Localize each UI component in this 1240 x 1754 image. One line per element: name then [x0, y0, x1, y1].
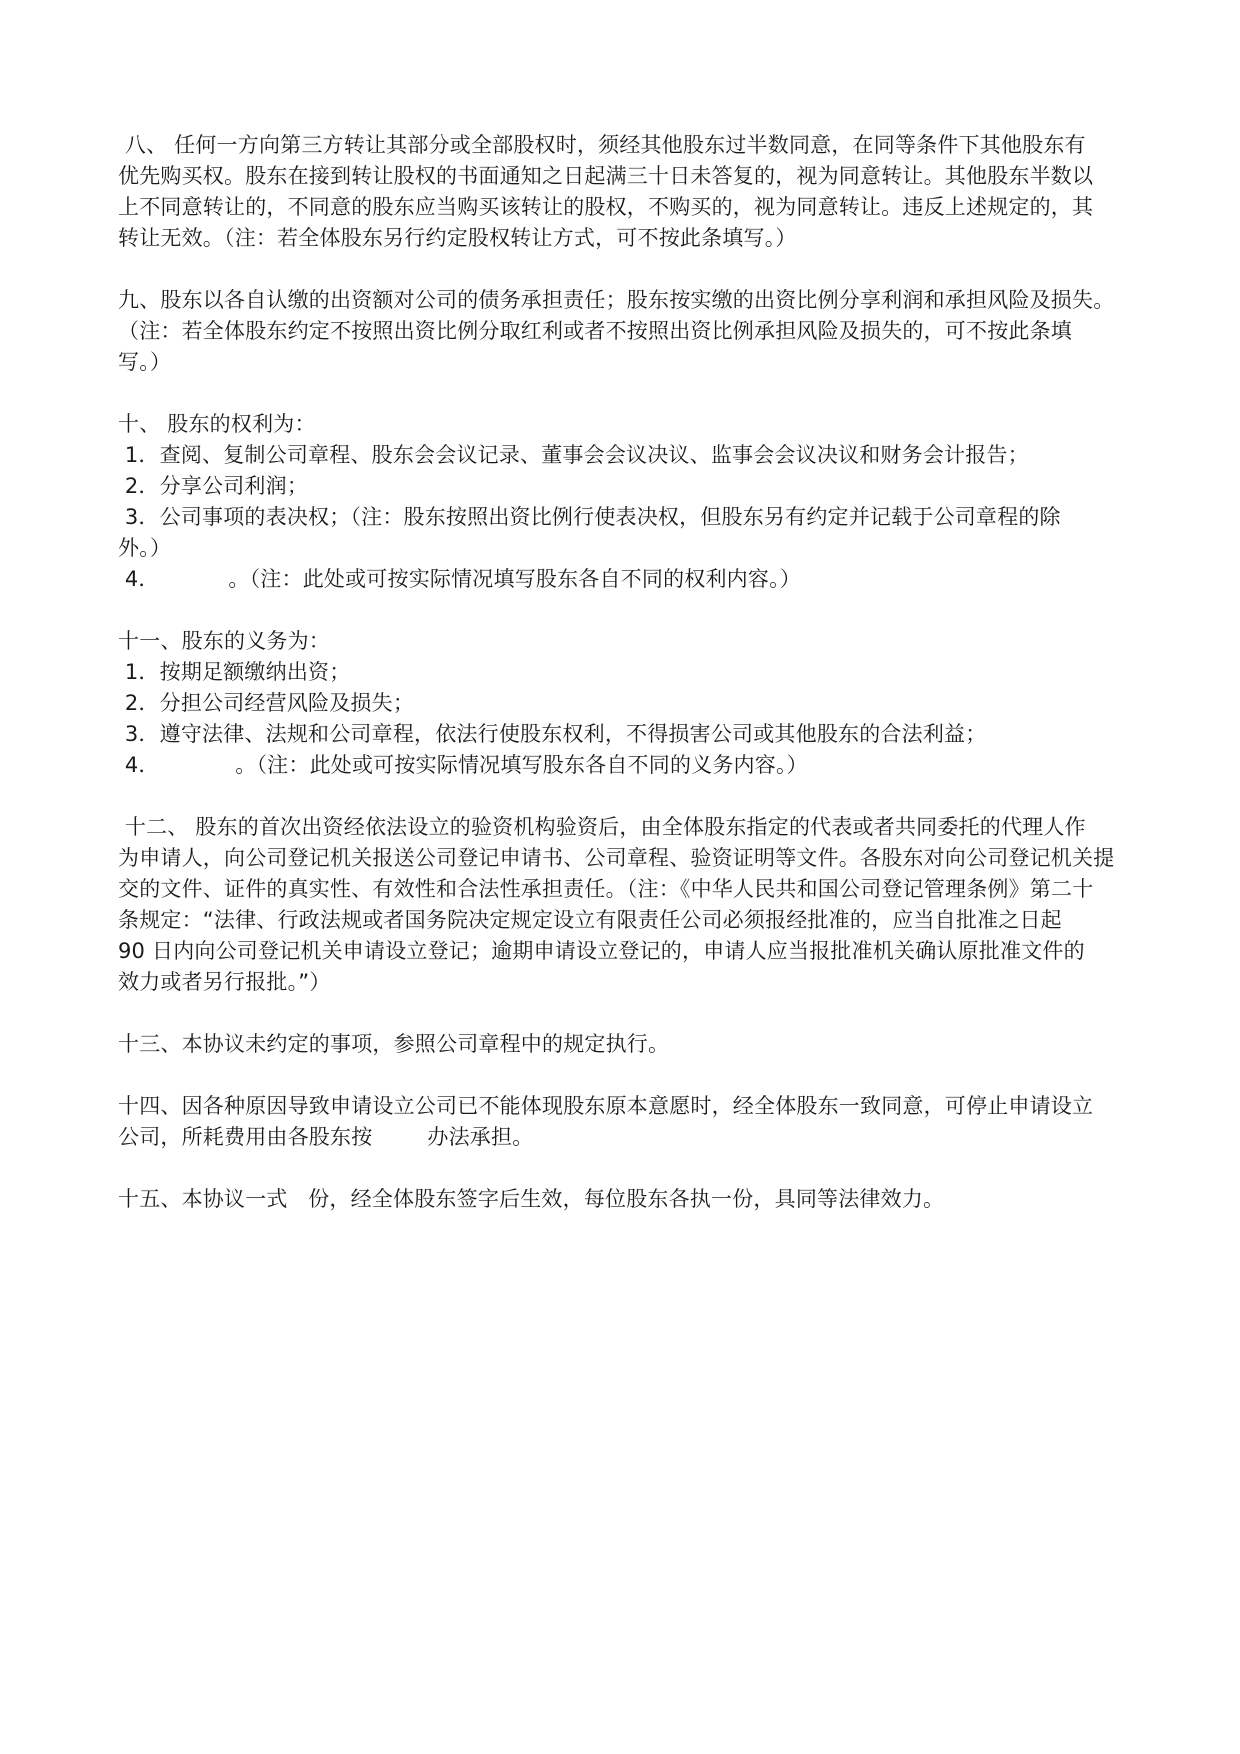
list-item: 4． 。（注：此处或可按实际情况填写股东各自不同的权利内容。） — [118, 567, 801, 591]
paragraph-gap — [118, 1153, 1128, 1184]
article-9 — [118, 285, 1128, 378]
paragraph-line: （注：若全体股东约定不按照出资比例分取红利或者不按照出资比例承担风险及损失的，可不按此条填 — [118, 319, 1072, 343]
list-item: 3．公司事项的表决权；（注：股东按照出资比例行使表决权，但股东另有约定并记载于公司章程的除 — [118, 505, 1061, 529]
list-item: 2．分享公司利润； — [118, 474, 309, 498]
paragraph-line: 上不同意转让的，不同意的股东应当购买该转让的股权，不购买的，视为同意转让。违反上述规定的，其 — [118, 195, 1094, 219]
paragraph-gap — [118, 781, 1128, 812]
paragraph-gap — [118, 998, 1128, 1029]
article-11 — [118, 626, 1128, 781]
section-heading: 十一、股东的义务为： — [118, 629, 330, 653]
list-item: 1．查阅、复制公司章程、股东会会议记录、董事会会议决议、监事会会议决议和财务会计报告； — [118, 443, 1029, 467]
document-page — [118, 130, 1128, 1215]
list-item: 4． 。（注：此处或可按实际情况填写股东各自不同的义务内容。） — [118, 753, 808, 777]
article-10 — [118, 409, 1128, 595]
paragraph-line: 九、股东以各自认缴的出资额对公司的债务承担责任；股东按实缴的出资比例分享利润和承担风险及损失。 — [118, 288, 1115, 312]
section-heading: 十、 股东的权利为： — [118, 412, 316, 436]
article-8 — [118, 130, 1128, 254]
paragraph-line: 十五、本协议一式 份，经全体股东签字后生效，每位股东各执一份，具同等法律效力。 — [118, 1187, 945, 1211]
list-item: 3．遵守法律、法规和公司章程，依法行使股东权利，不得损害公司或其他股东的合法利益； — [118, 722, 987, 746]
paragraph-line: 写。） — [118, 350, 172, 374]
paragraph-gap — [118, 378, 1128, 409]
paragraph-line: 90 日内向公司登记机关申请设立登记；逾期申请设立登记的，申请人应当报批准机关确认原批准文件的 — [118, 939, 1085, 963]
article-13 — [118, 1029, 1128, 1060]
paragraph-line: 效力或者另行报批。”） — [118, 970, 331, 994]
paragraph-gap — [118, 254, 1128, 285]
paragraph-line: 十四、因各种原因导致申请设立公司已不能体现股东原本意愿时，经全体股东一致同意，可停止申请设立 — [118, 1094, 1094, 1118]
paragraph-line: 十三、本协议未约定的事项，参照公司章程中的规定执行。 — [118, 1032, 670, 1056]
paragraph-gap — [118, 1060, 1128, 1091]
paragraph-line: 优先购买权。股东在接到转让股权的书面通知之日起满三十日未答复的，视为同意转让。其他股东半数以 — [118, 164, 1094, 188]
paragraph-gap — [118, 595, 1128, 626]
paragraph-line: 为申请人，向公司登记机关报送公司登记申请书、公司章程、验资证明等文件。各股东对向公司登记机关提 — [118, 846, 1115, 870]
paragraph-line: 交的文件、证件的真实性、有效性和合法性承担责任。（注：《中华人民共和国公司登记管理条例》第二十 — [118, 877, 1094, 901]
paragraph-line: 转让无效。（注：若全体股东另行约定股权转让方式，可不按此条填写。） — [118, 226, 797, 250]
paragraph-line: 条规定：“法律、行政法规或者国务院决定规定设立有限责任公司必须报经批准的，应当自批准之日起 — [118, 908, 1062, 932]
paragraph-line: 八、 任何一方向第三方转让其部分或全部股权时，须经其他股东过半数同意，在同等条件下其他股东有 — [118, 133, 1086, 157]
article-14 — [118, 1091, 1128, 1153]
list-item: 2．分担公司经营风险及损失； — [118, 691, 415, 715]
paragraph-line: 公司，所耗费用由各股东按 办法承担。 — [118, 1125, 534, 1149]
list-item: 外。） — [118, 536, 172, 560]
paragraph-line: 十二、 股东的首次出资经依法设立的验资机构验资后，由全体股东指定的代表或者共同委托的代理人作 — [118, 815, 1086, 839]
article-15 — [118, 1184, 1128, 1215]
article-12 — [118, 812, 1128, 998]
list-item: 1．按期足额缴纳出资； — [118, 660, 351, 684]
